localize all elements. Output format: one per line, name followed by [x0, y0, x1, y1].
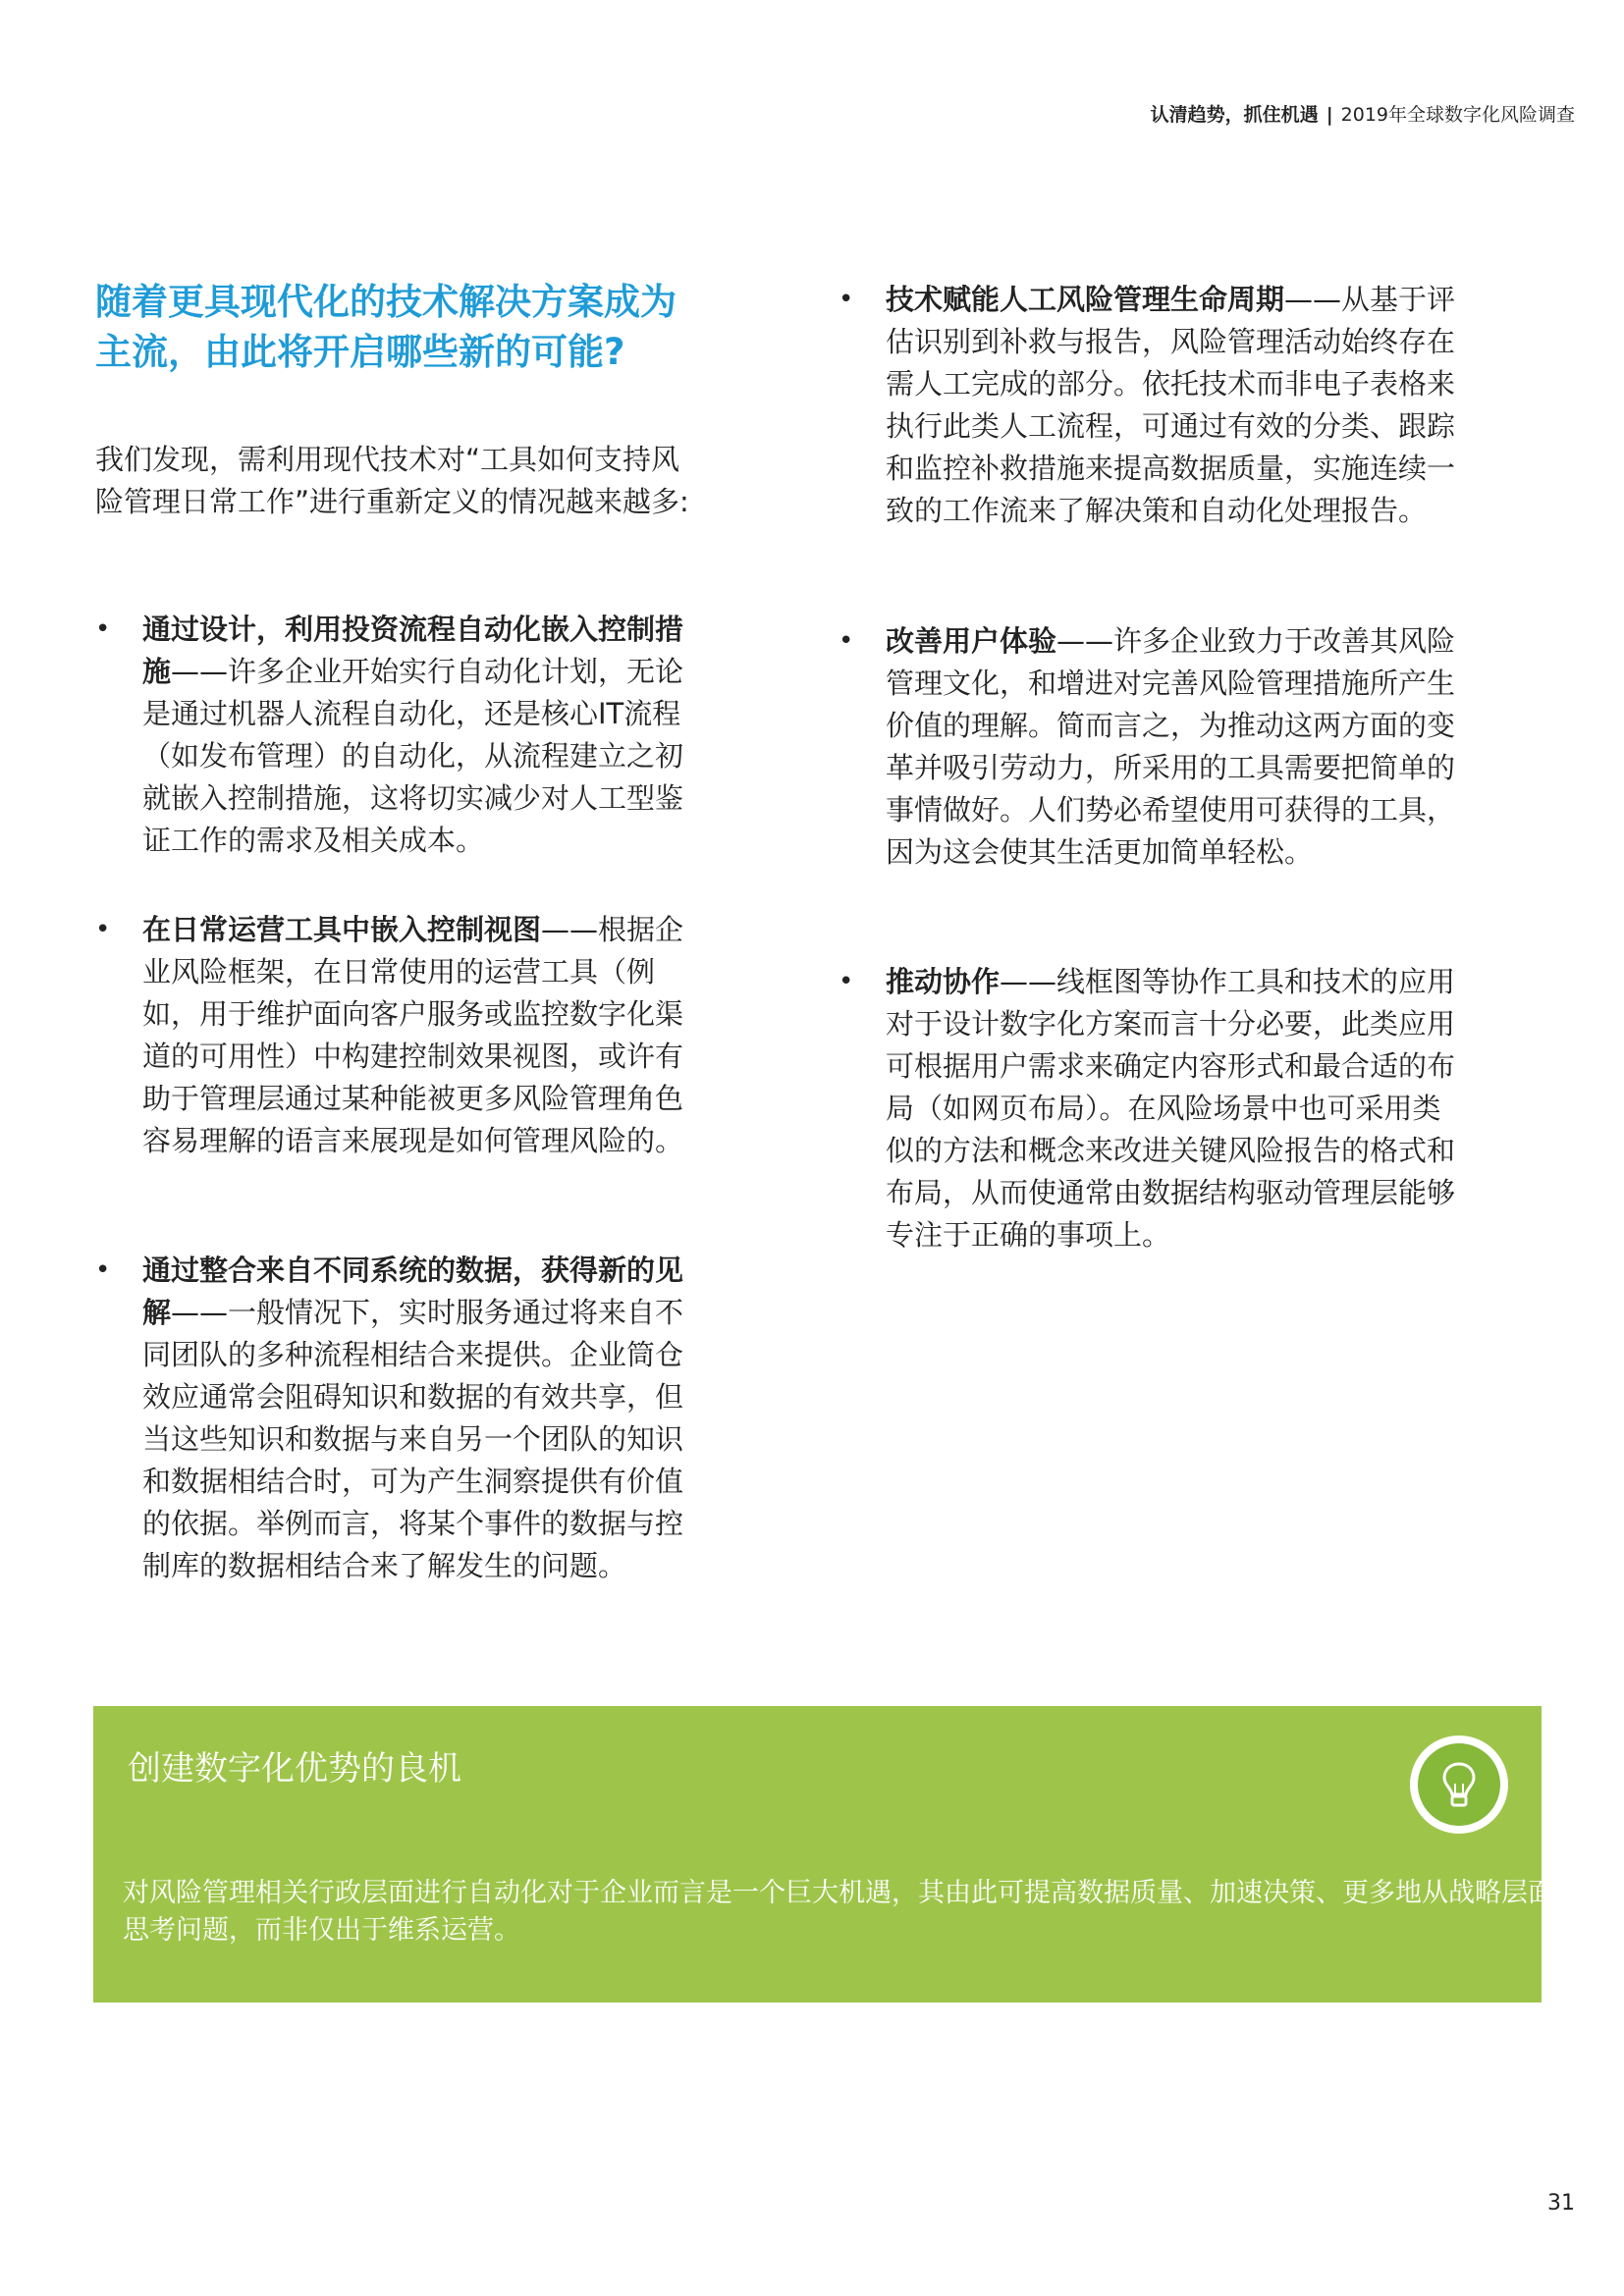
- bullet-text: ——从基于评估识别到补救与报告，风险管理活动始终存在需人工完成的部分。依托技术而非电子表格来执行此类人工流程，可通过有效的分类、跟踪和监控补救措施来提高数据质量，实施连续一致的工作流来了解决策和自动化处理报告。: [886, 283, 1456, 527]
- bullet-item: [839, 961, 1467, 1256]
- bullet-dot: •: [95, 1255, 111, 1285]
- lightbulb-icon: [1410, 1735, 1508, 1834]
- header-separator: |: [1326, 104, 1333, 126]
- bullet-lead: 在日常运营工具中嵌入控制视图: [142, 913, 542, 946]
- running-header: [1151, 100, 1575, 127]
- bullet-item: [95, 609, 692, 862]
- bullet-text: ——许多企业开始实行自动化计划，无论是通过机器人流程自动化，还是核心IT流程（如发布管理）的自动化，从流程建立之初就嵌入控制措施，这将切实减少对人工型鉴证工作的需求及相关成本。: [142, 655, 684, 857]
- bullet-item: [95, 909, 692, 1162]
- bullet-text: ——根据企业风险框架，在日常使用的运营工具（例如，用于维护面向客户服务或监控数字化渠道的可用性）中构建控制效果视图，或许有助于管理层通过某种能被更多风险管理角色容易理解的语言来展现是如何管理风险的。: [142, 913, 684, 1157]
- bullet-item: [839, 620, 1467, 874]
- callout-title: 创建数字化优势的良机: [128, 1749, 461, 1789]
- intro-paragraph: 我们发现，需利用现代技术对“工具如何支持风险管理日常工作”进行重新定义的情况越来越多:: [95, 443, 689, 518]
- page-number: 31: [1547, 2191, 1575, 2216]
- header-tagline: 认清趋势，抓住机遇: [1150, 104, 1319, 126]
- bullet-dot: •: [95, 915, 111, 944]
- header-report-title: 2019年全球数字化风险调查: [1340, 104, 1575, 126]
- bullet-lead: 通过设计，利用投资流程自动化嵌入控制措施: [142, 613, 684, 688]
- bullet-lead: 技术赋能人工风险管理生命周期: [886, 283, 1285, 316]
- bullet-dot: •: [839, 967, 854, 996]
- section-title: 随着更具现代化的技术解决方案成为主流，由此将开启哪些新的可能?: [95, 281, 677, 373]
- callout-text: 对风险管理相关行政层面进行自动化对于企业而言是一个巨大机遇，其由此可提高数据质量、加速决策、更多地从战略层面思考问题，而非仅出于维系运营。: [123, 1878, 1554, 1946]
- bullet-lead: 改善用户体验: [886, 624, 1057, 658]
- bullet-dot: •: [839, 626, 854, 656]
- bullet-lead: 推动协作: [886, 965, 1001, 998]
- bullet-lead: 通过整合来自不同系统的数据，获得新的见解: [142, 1254, 684, 1329]
- bullet-text: ——线框图等协作工具和技术的应用对于设计数字化方案而言十分必要，此类应用可根据用户需求来确定内容形式和最合适的布局（如网页布局）。在风险场景中也可采用类似的方法和概念来改进关键风险报告的格式和布局，从而使通常由数据结构驱动管理层能够专注于正确的事项上。: [886, 965, 1456, 1252]
- bullet-text: ——一般情况下，实时服务通过将来自不同团队的多种流程相结合来提供。企业筒仓效应通常会阻碍知识和数据的有效共享，但当这些知识和数据与来自另一个团队的知识和数据相结合时，可为产生洞察提供有价值的依据。举例而言，将某个事件的数据与控制库的数据相结合来了解发生的问题。: [142, 1296, 684, 1582]
- bullet-item: [839, 279, 1467, 532]
- bullet-item: [95, 1250, 692, 1587]
- callout-box: [93, 1706, 1554, 2002]
- bullet-text: ——许多企业致力于改善其风险管理文化，和增进对完善风险管理措施所产生价值的理解。简而言之，为推动这两方面的变革并吸引劳动力，所采用的工具需要把简单的事情做好。人们势必希望使用可获得的工具，因为这会使其生活更加简单轻松。: [886, 624, 1456, 869]
- bullet-dot: •: [95, 614, 111, 644]
- bullet-dot: •: [839, 285, 854, 314]
